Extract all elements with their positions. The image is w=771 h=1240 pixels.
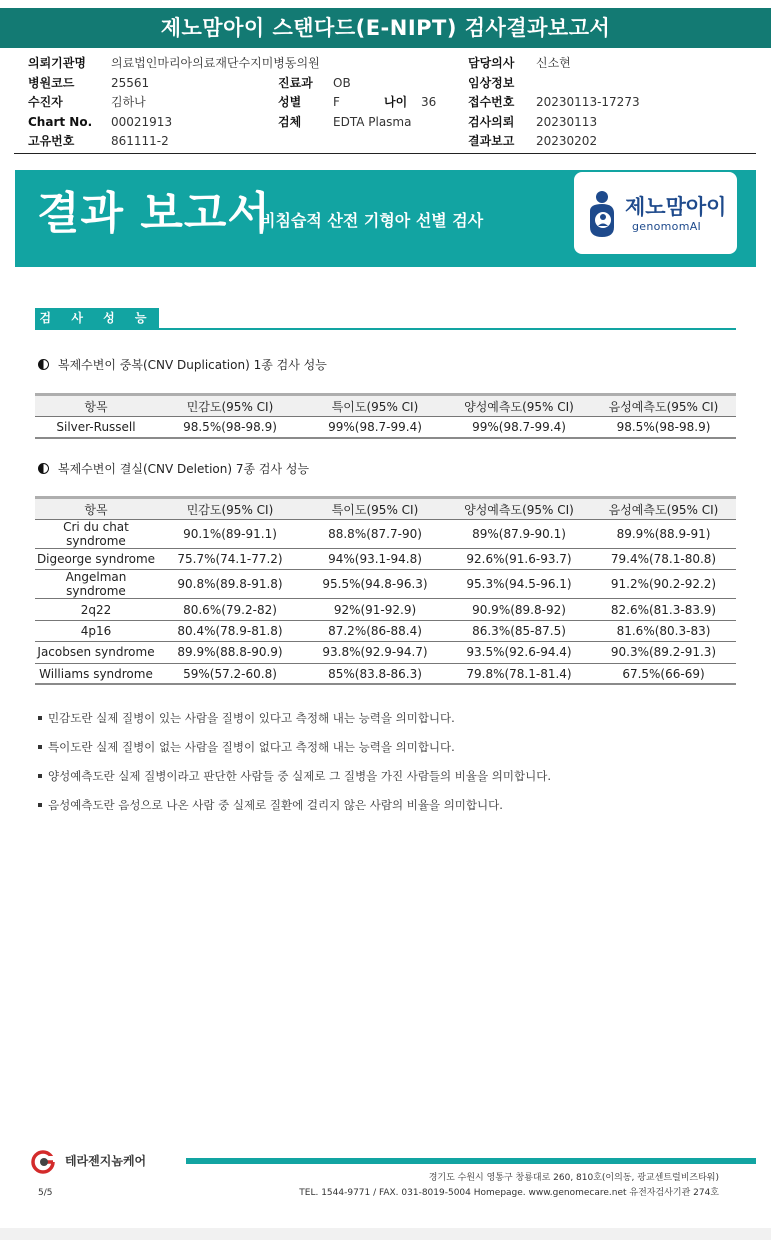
footer-contact: TEL. 1544-9771 / FAX. 031-8019-5004 Homepage. www.genomecare.net 유전자검사기관 274호: [299, 1188, 719, 1198]
table-row: Jacobsen syndrome 89.9%(88.8-90.9) 93.8%(92.9-94.7) 93.5%(92.6-94.4) 90.3%(89.2-91.3): [35, 642, 736, 663]
definition-notes: [38, 707, 551, 823]
col-header-item: 항목: [35, 498, 157, 520]
note-sensitivity: 민감도란 실제 질병이 있는 사람을 질병이 있다고 측정해 내는 능력을 의미합니다.: [38, 707, 551, 736]
half-circle-icon: [38, 463, 49, 474]
info-row-sex-age: 성별 F 나이 36: [278, 95, 437, 109]
note-ppv: 양성예측도란 실제 질병이라고 판단한 사람들 중 실제로 그 질병을 가진 사람들의 비율을 의미합니다.: [38, 765, 551, 794]
col-header-ppv: 양성예측도(95% CI): [447, 498, 591, 520]
section-underline: [35, 328, 736, 330]
info-row-department: 진료과 OB: [278, 75, 351, 90]
col-header-sensitivity: 민감도(95% CI): [157, 395, 303, 417]
info-row-clinical-info: 임상정보: [468, 75, 515, 90]
patient-info-col3: [468, 54, 748, 152]
col-header-npv: 음성예측도(95% CI): [591, 498, 736, 520]
info-row-patient: 수진자 김하나: [28, 95, 146, 109]
result-banner: [15, 170, 756, 267]
table-row: Angelman syndrome 90.8%(89.8-91.8) 95.5%(94.8-96.3) 95.3%(94.5-96.1) 91.2%(90.2-92.2): [35, 570, 736, 599]
note-specificity: 특이도란 실제 질병이 없는 사람을 질병이 없다고 측정해 내는 능력을 의미합니다.: [38, 736, 551, 765]
page-number: 5/5: [38, 1188, 53, 1198]
col-header-specificity: 특이도(95% CI): [303, 395, 447, 417]
company-name: 테라젠지놈케어: [65, 1154, 147, 1168]
duplication-heading: 복제수변이 중복(CNV Duplication) 1종 검사 성능: [38, 357, 327, 373]
info-row-chart-no: Chart No. 00021913: [28, 114, 173, 129]
col-header-sensitivity: 민감도(95% CI): [157, 498, 303, 520]
patient-info-col2: [278, 54, 458, 132]
g-logo-icon: [31, 1150, 61, 1174]
half-circle-icon: [38, 359, 49, 370]
deletion-table: [35, 496, 736, 685]
footer-address: 경기도 수원시 영통구 창룡대로 260, 810호(이의동, 광교센트럴비즈타워): [428, 1173, 719, 1183]
table-row: Cri du chat syndrome 90.1%(89-91.1) 88.8%(87.7-90) 89%(87.9-90.1) 89.9%(88.9-91): [35, 520, 736, 549]
info-divider: [14, 153, 756, 154]
info-row-requester: 의뢰기관명 의료법인마리아의료재단수지미병동의원: [28, 56, 320, 70]
terragen-logo: [31, 1150, 181, 1174]
note-npv: 음성예측도란 음성으로 나온 사람 중 실제로 질환에 걸리지 않은 사람의 비율을 의미합니다.: [38, 794, 551, 823]
col-header-item: 항목: [35, 395, 157, 417]
banner-title: 결과 보고서: [37, 188, 271, 239]
info-row-unique-id: 고유번호 861111-2: [28, 134, 169, 148]
table-row: Digeorge syndrome 75.7%(74.1-77.2) 94%(93.1-94.8) 92.6%(91.6-93.7) 79.4%(78.1-80.8): [35, 549, 736, 570]
col-header-npv: 음성예측도(95% CI): [591, 395, 736, 417]
info-row-doctor: 담당의사 신소현: [468, 56, 571, 70]
info-row-receipt-no: 접수번호 20230113-17273: [468, 95, 640, 109]
mother-baby-icon: [586, 189, 618, 239]
info-row-request-date: 검사의뢰 20230113: [468, 114, 598, 129]
info-row-specimen: 검체 EDTA Plasma: [278, 114, 412, 129]
table-row: 2q22 80.6%(79.2-82) 92%(91-92.9) 90.9%(89.8-92) 82.6%(81.3-83.9): [35, 599, 736, 620]
genomomai-logo: [574, 172, 737, 254]
table-row: 4p16 80.4%(78.9-81.8) 87.2%(86-88.4) 86.3%(85-87.5) 81.6%(80.3-83): [35, 620, 736, 641]
duplication-table: [35, 393, 736, 439]
col-header-ppv: 양성예측도(95% CI): [447, 395, 591, 417]
info-row-report-date: 결과보고 20230202: [468, 134, 598, 148]
section-tab-performance: 검 사 성 능: [35, 308, 159, 329]
table-row: Williams syndrome 59%(57.2-60.8) 85%(83.8-86.3) 79.8%(78.1-81.4) 67.5%(66-69): [35, 663, 736, 684]
deletion-heading: 복제수변이 결실(CNV Deletion) 7종 검사 성능: [38, 461, 309, 477]
info-row-hospital-code: 병원코드 25561: [28, 75, 150, 90]
table-row: Silver-Russell 98.5%(98-98.9) 99%(98.7-99.4) 99%(98.7-99.4) 98.5%(98-98.9): [35, 417, 736, 438]
logo-english-text: genomomAI: [632, 220, 702, 233]
banner-subtitle: 비침습적 산전 기형아 선별 검사: [260, 211, 484, 230]
col-header-specificity: 특이도(95% CI): [303, 498, 447, 520]
report-title: 제노맘아이 스탠다드(E-NIPT) 검사결과보고서: [0, 8, 771, 48]
footer-bar: [186, 1158, 756, 1164]
table-header-row: [35, 395, 736, 417]
table-header-row: [35, 498, 736, 520]
logo-korean-text: 제노맘아이: [625, 195, 727, 219]
